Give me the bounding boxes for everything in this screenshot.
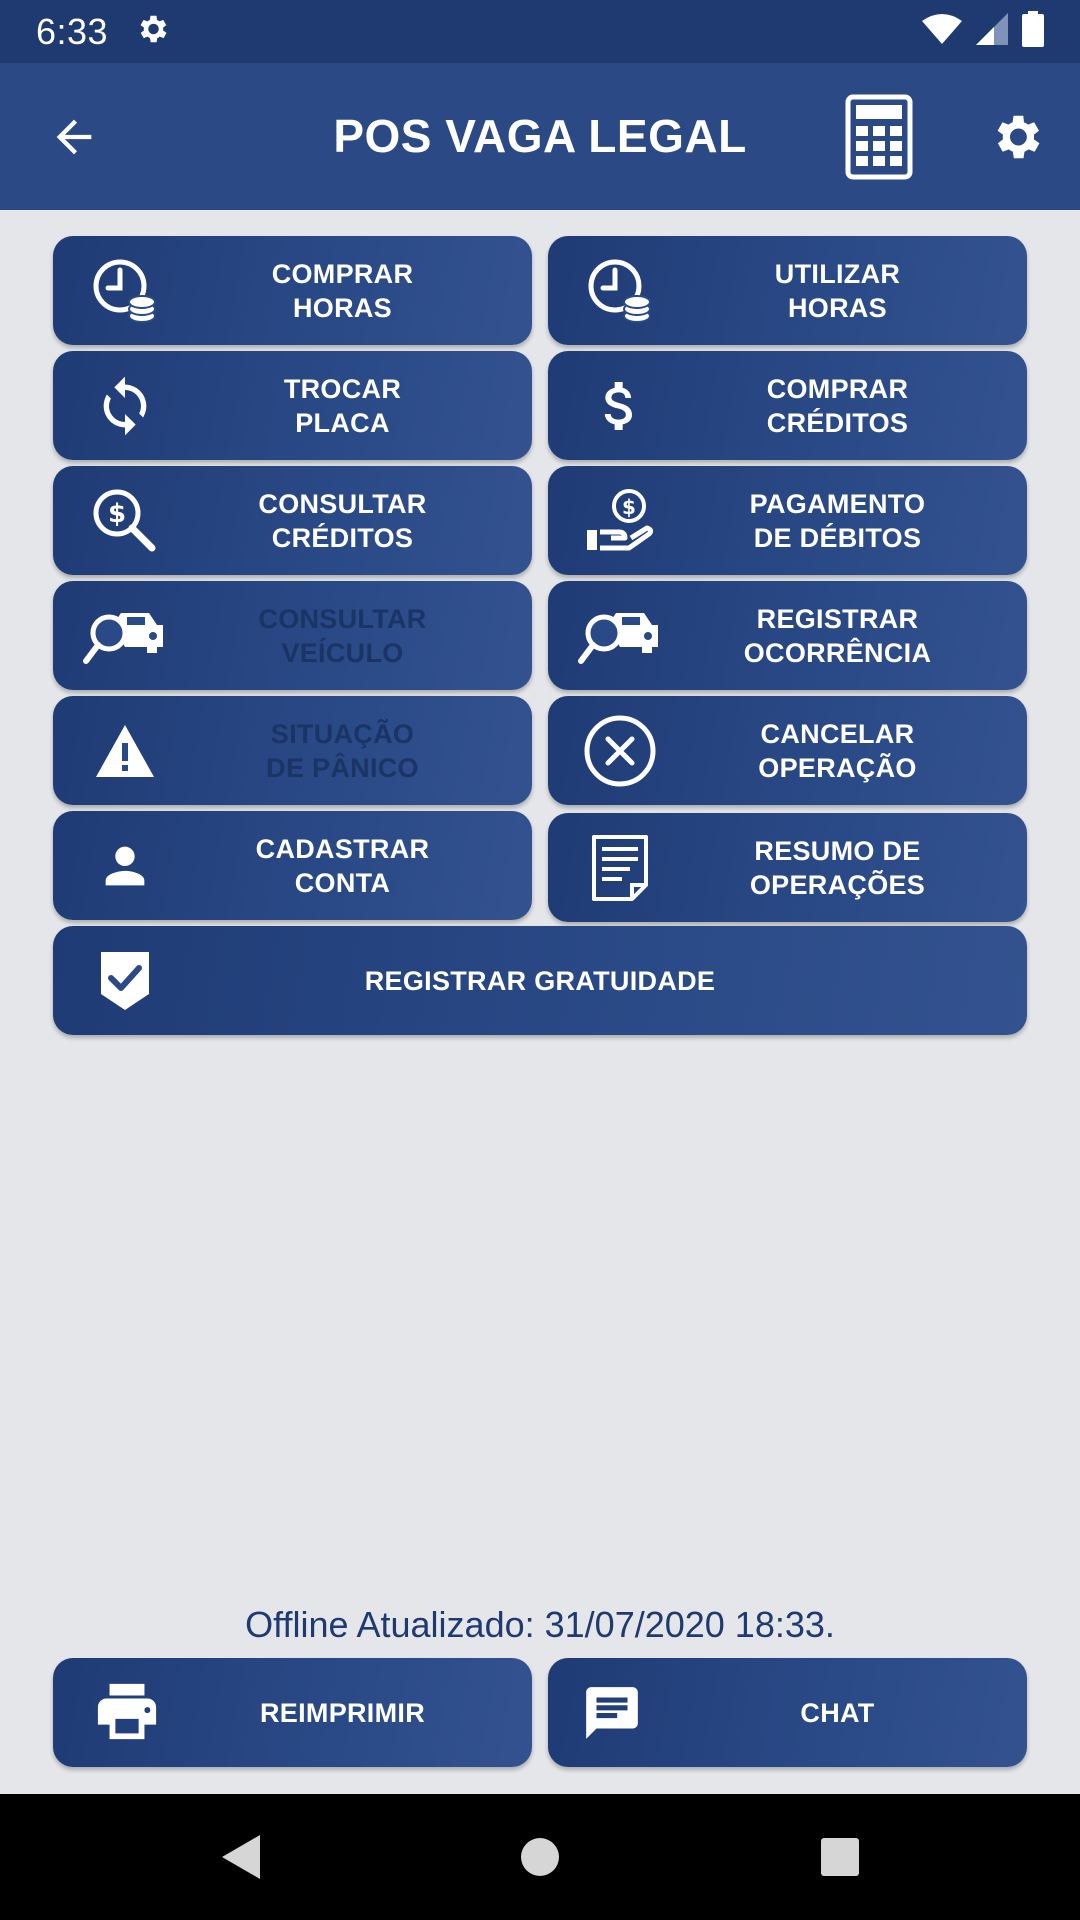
gear-icon (987, 108, 1045, 166)
cadastrar-conta-label (173, 811, 512, 920)
label-line: RESUMO DE (754, 835, 921, 866)
label-line: CADASTRAR (255, 833, 430, 864)
label-line: CANCELAR (760, 718, 915, 749)
person-icon (75, 811, 175, 920)
consultar-creditos-label (173, 466, 512, 575)
settings-status-icon (134, 11, 170, 52)
reimprimir-label: REIMPRIMIR (260, 1697, 425, 1728)
cancel-circle-icon (570, 696, 670, 805)
registrar-gratuidade-label: REGISTRAR GRATUIDADE (364, 965, 716, 996)
clock-coins-icon (570, 236, 670, 345)
registrar-ocorrencia-button[interactable] (548, 581, 1027, 690)
label-line: CONSULTAR (258, 603, 427, 634)
sync-icon (75, 351, 175, 460)
trocar-placa-label (173, 351, 512, 460)
warning-icon (75, 696, 175, 805)
hand-coin-icon (570, 466, 670, 575)
cell-signal-icon (976, 13, 1008, 50)
nav-home-button[interactable] (500, 1794, 580, 1920)
trocar-placa-button[interactable] (53, 351, 532, 460)
label-line: CONSULTAR (258, 488, 427, 519)
calculator-icon (845, 94, 913, 180)
label-line: OPERAÇÃO (758, 752, 917, 783)
page-title: POS VAGA LEGAL (333, 110, 747, 162)
comprar-horas-label (173, 236, 512, 345)
comprar-horas-button[interactable] (53, 236, 532, 345)
label-line: COMPRAR (766, 373, 909, 404)
svg-text:$: $ (622, 494, 636, 519)
label-line: OPERAÇÕES (749, 869, 926, 900)
chat-button[interactable] (548, 1658, 1027, 1767)
label-line: HORAS (292, 292, 392, 323)
resumo-operacoes-label (668, 813, 1007, 922)
circle-home-icon (520, 1837, 560, 1877)
label-line: COMPRAR (271, 258, 414, 289)
triangle-back-icon (218, 1833, 262, 1881)
status-bar (0, 0, 1080, 63)
chat-label: CHAT (800, 1697, 875, 1728)
status-time: 6:33 (36, 10, 109, 52)
reimprimir-button[interactable] (53, 1658, 532, 1767)
label-line: SITUAÇÃO (270, 718, 415, 749)
registrar-ocorrencia-label (668, 581, 1007, 690)
label-line: VEÍCULO (281, 637, 404, 668)
system-nav-bar (0, 1794, 1080, 1920)
consultar-creditos-button[interactable] (53, 466, 532, 575)
label-line: TROCAR (283, 373, 402, 404)
utilizar-horas-label (668, 236, 1007, 345)
consultar-veiculo-label (173, 581, 512, 690)
label-line: CRÉDITOS (766, 407, 909, 438)
label-line: UTILIZAR (774, 258, 901, 289)
clock-coins-icon (75, 236, 175, 345)
situacao-panico-button[interactable] (53, 696, 532, 805)
square-recents-icon (820, 1837, 860, 1877)
chat-icon (562, 1658, 662, 1767)
document-list-icon (570, 813, 670, 922)
label-line: DE DÉBITOS (753, 522, 922, 553)
label-line: PAGAMENTO (749, 488, 926, 519)
offline-status-text: Offline Atualizado: 31/07/2020 18:33. (245, 1604, 835, 1645)
cadastrar-conta-button[interactable] (53, 811, 532, 920)
label-line: REGISTRAR (756, 603, 919, 634)
resumo-operacoes-button[interactable] (548, 813, 1027, 922)
wifi-icon (922, 13, 962, 50)
registrar-gratuidade-button[interactable] (53, 926, 1027, 1035)
car-search-icon (570, 581, 670, 690)
label-line: HORAS (787, 292, 887, 323)
car-search-icon (75, 581, 175, 690)
utilizar-horas-button[interactable] (548, 236, 1027, 345)
nav-recents-button[interactable] (800, 1794, 880, 1920)
svg-text:$: $ (107, 498, 127, 529)
label-line: PLACA (295, 407, 390, 438)
label-line: CRÉDITOS (271, 522, 414, 553)
nav-back-button[interactable] (200, 1794, 280, 1920)
search-dollar-icon (75, 466, 175, 575)
pagamento-debitos-label (668, 466, 1007, 575)
calculator-button[interactable] (840, 63, 918, 210)
app-bar (0, 63, 1080, 210)
settings-button[interactable] (980, 63, 1052, 210)
label-line: CONTA (294, 867, 391, 898)
battery-icon (1022, 11, 1044, 52)
label-line: DE PÂNICO (266, 752, 419, 783)
situacao-panico-label (173, 696, 512, 805)
cancelar-operacao-button[interactable] (548, 696, 1027, 805)
printer-icon (77, 1658, 177, 1767)
dollar-icon (570, 351, 670, 460)
pagamento-debitos-button[interactable] (548, 466, 1027, 575)
comprar-creditos-button[interactable] (548, 351, 1027, 460)
comprar-creditos-label (668, 351, 1007, 460)
label-line: OCORRÊNCIA (743, 637, 932, 668)
cancelar-operacao-label (668, 696, 1007, 805)
consultar-veiculo-button[interactable] (53, 581, 532, 690)
